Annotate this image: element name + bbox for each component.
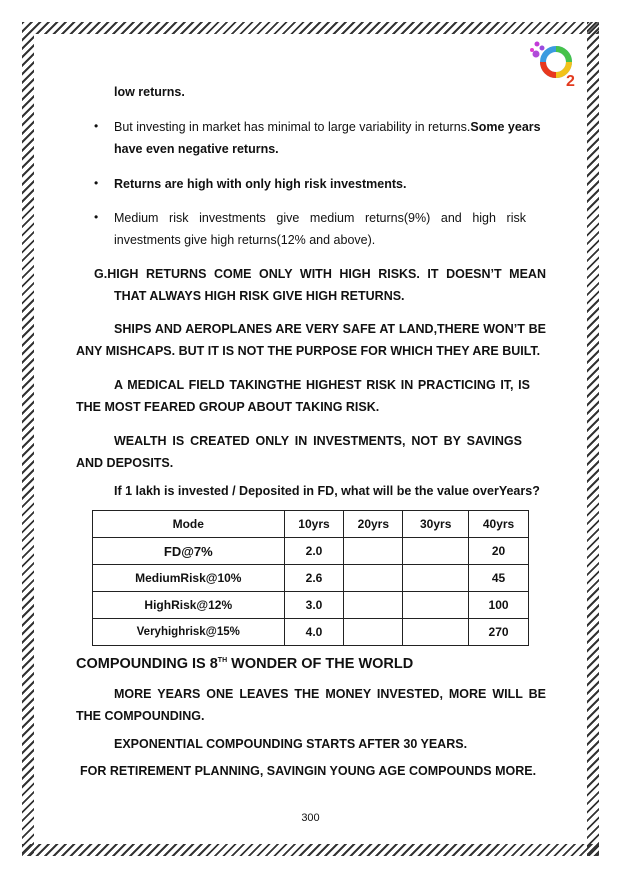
table-cell: 45	[469, 565, 529, 592]
heading-text: WONDER OF THE WORLD	[227, 656, 414, 672]
bullet-icon: •	[94, 119, 99, 133]
table-cell: 3.0	[284, 592, 344, 619]
svg-text:2: 2	[566, 73, 575, 88]
table-header-row	[93, 511, 529, 538]
paragraph-line: THE MOST FEARED GROUP ABOUT TAKING RISK.	[76, 400, 380, 414]
page-number: 300	[301, 812, 320, 824]
bullet-line: Returns are high with only high risk investments.	[114, 177, 407, 191]
table-cell: MediumRisk@10%	[93, 565, 285, 592]
bullet-line: have even negative returns.	[114, 142, 279, 156]
table-cell	[344, 565, 403, 592]
table-cell	[344, 538, 403, 565]
table-header-cell: 30yrs	[403, 511, 469, 538]
table-cell: 270	[469, 619, 529, 646]
table-cell: HighRisk@12%	[93, 592, 285, 619]
table-row	[93, 619, 529, 646]
table-cell: 2.6	[284, 565, 344, 592]
table-cell	[344, 619, 403, 646]
question-line: If 1 lakh is invested / Deposited in FD, what will be the value overYears?	[114, 484, 540, 498]
paragraph-line: WEALTH IS CREATED ONLY IN INVESTMENTS, NOT BY SAVINGS	[114, 434, 522, 448]
table-row	[93, 538, 529, 565]
paragraph-line: EXPONENTIAL COMPOUNDING STARTS AFTER 30 YEARS.	[114, 737, 468, 751]
table-cell	[403, 619, 469, 646]
text-line: low returns.	[114, 85, 185, 99]
paragraph-line: AND DEPOSITS.	[76, 456, 174, 470]
table-row	[93, 565, 529, 592]
bullet-line: investments give high returns(12% and above).	[114, 233, 376, 247]
table-cell: Veryhighrisk@15%	[93, 619, 285, 646]
border-left	[22, 22, 34, 856]
returns-table	[92, 510, 529, 646]
table-header-cell: 20yrs	[344, 511, 403, 538]
bullet-text: But investing in market has minimal to large variability in returns.	[114, 120, 471, 134]
heading-superscript: TH	[217, 657, 228, 665]
table-cell	[403, 565, 469, 592]
paragraph-line: A MEDICAL FIELD TAKINGTHE HIGHEST RISK IN PRACTICING IT, IS	[114, 378, 530, 392]
bullet-icon: •	[94, 176, 99, 190]
bullet-line: Medium risk investments give medium returns(9%) and high risk	[114, 211, 526, 225]
table-cell: 20	[469, 538, 529, 565]
table-cell: 4.0	[284, 619, 344, 646]
border-top	[22, 22, 599, 34]
table-cell: FD@7%	[93, 538, 285, 565]
bullet-icon: •	[94, 210, 99, 224]
table-header-cell: 10yrs	[284, 511, 344, 538]
table-cell: 2.0	[284, 538, 344, 565]
table-header-cell: 40yrs	[469, 511, 529, 538]
paragraph-line: ANY MISHCAPS. BUT IT IS NOT THE PURPOSE FOR WHICH THEY ARE BUILT.	[76, 344, 541, 358]
table-cell	[403, 592, 469, 619]
border-bottom	[22, 844, 599, 856]
bullet-text-bold: Some years	[470, 120, 541, 134]
point-g-line: THAT ALWAYS HIGH RISK GIVE HIGH RETURNS.	[114, 289, 405, 303]
table-header-cell: Mode	[93, 511, 285, 538]
paragraph-line: FOR RETIREMENT PLANNING, SAVINGIN YOUNG AGE COMPOUNDS MORE.	[80, 764, 537, 778]
heading-text: COMPOUNDING IS 8	[76, 656, 218, 672]
table-cell: 100	[469, 592, 529, 619]
paragraph-line: THE COMPOUNDING.	[76, 709, 205, 723]
table-cell	[403, 538, 469, 565]
table-cell	[344, 592, 403, 619]
o2-logo	[526, 40, 578, 88]
table-row	[93, 592, 529, 619]
bullet-line	[114, 117, 541, 137]
point-g-line: G.HIGH RETURNS COME ONLY WITH HIGH RISKS. IT DOESN’T MEAN	[94, 267, 546, 281]
paragraph-line: SHIPS AND AEROPLANES ARE VERY SAFE AT LAND,THERE WON’T BE	[114, 322, 546, 336]
border-right	[587, 22, 599, 856]
section-heading	[76, 656, 413, 672]
paragraph-line: MORE YEARS ONE LEAVES THE MONEY INVESTED, MORE WILL BE	[114, 687, 546, 701]
